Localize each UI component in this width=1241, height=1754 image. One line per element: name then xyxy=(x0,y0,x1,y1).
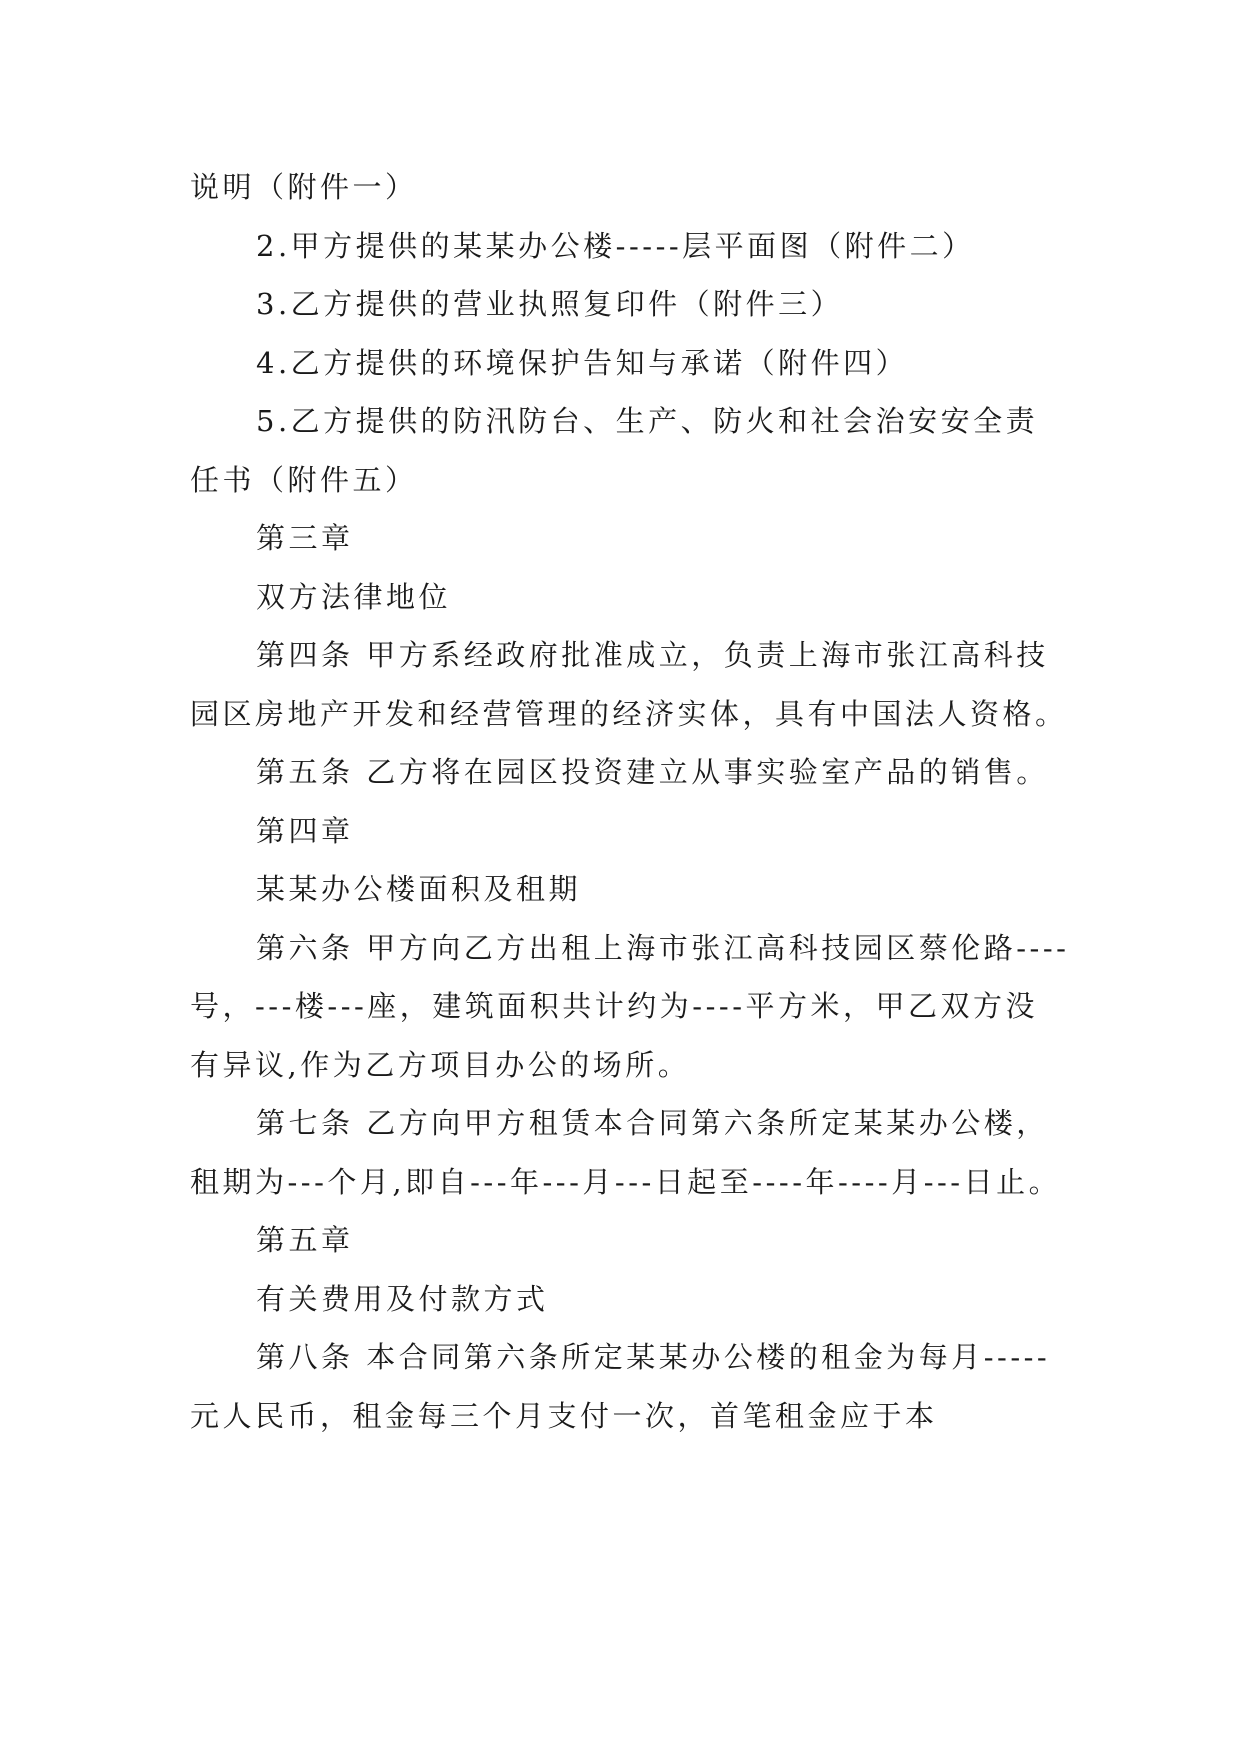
paragraph-appendix-2: 2.甲方提供的某某办公楼-----层平面图（附件二） xyxy=(256,228,975,263)
document-body xyxy=(190,158,1070,1445)
article-6: 第六条 甲方向乙方出租上海市张江高科技园区蔡伦路----号，---楼---座，建筑面积共计约为----平方米，甲乙双方没有异议,作为乙方项目办公的场所。 xyxy=(190,930,1070,1082)
chapter-3-title: 双方法律地位 xyxy=(256,579,452,614)
paragraph-appendix-5: 5.乙方提供的防汛防台、生产、防火和社会治安安全责任书（附件五） xyxy=(190,404,1039,497)
article-5: 第五条 乙方将在园区投资建立从事实验室产品的销售。 xyxy=(256,755,1049,789)
article-4: 第四条 甲方系经政府批准成立，负责上海市张江高科技园区房地产开发和经营管理的经济实体，具有中国法人资格。 xyxy=(190,638,1068,731)
chapter-4-title: 某某办公楼面积及租期 xyxy=(256,872,582,906)
paragraph-appendix-1-tail: 说明（附件一） xyxy=(190,170,418,204)
chapter-3-heading: 第三章 xyxy=(256,521,354,555)
article-7: 第七条 乙方向甲方租赁本合同第六条所定某某办公楼，租期为---个月,即自---年---月---日起至----年----月---日止。 xyxy=(190,1106,1062,1199)
chapter-5-heading: 第五章 xyxy=(256,1223,354,1257)
chapter-4-heading: 第四章 xyxy=(256,813,354,848)
paragraph-appendix-3: 3.乙方提供的营业执照复印件（附件三） xyxy=(256,287,844,321)
paragraph-appendix-4: 4.乙方提供的环境保护告知与承诺（附件四） xyxy=(256,345,909,380)
article-8: 第八条 本合同第六条所定某某办公楼的租金为每月-----元人民币，租金每三个月支付一次，首笔租金应于本 xyxy=(190,1340,1051,1433)
chapter-5-title: 有关费用及付款方式 xyxy=(256,1281,549,1316)
